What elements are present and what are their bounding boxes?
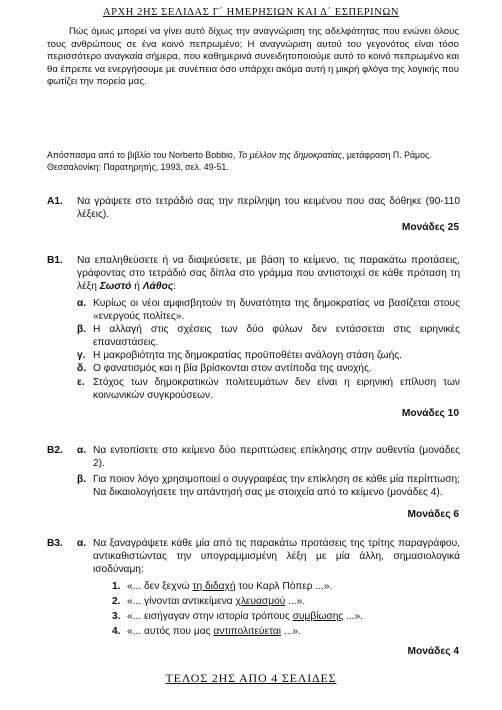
b3-item-underlined-word: αντιπολιτεύεται — [213, 626, 282, 637]
b3-item-number: 3. — [112, 611, 121, 622]
source-line-2: Θεσσαλονίκη: Παρατηρητής, 1993, σελ. 49-51. — [47, 161, 229, 172]
b1-item-letter: ε. — [77, 377, 85, 388]
question-b3-label: Β3. — [47, 538, 63, 549]
b1-text-before: Να επαληθεύσετε ή να διαψεύσετε, με βάση το κείμενο, τις παρακάτω προτάσεις, γράφοντας στο τετράδιό σας δίπλα στο γράμμα που αντιστοιχεί σε κάθε πρόταση τη λέξη — [77, 255, 460, 292]
b3-item-pre: «... αυτός που μας — [127, 626, 214, 637]
b1-word-correct: Σωστό — [99, 280, 132, 292]
b2-a-text: Να εντοπίσετε στο κείμενο δύο περιπτώσεις επίκλησης στην αυθεντία (μονάδες 2). — [93, 445, 460, 469]
page-header: ΑΡΧΗ 2ΗΣ ΣΕΛΙΔΑΣ Γ΄ ΗΜΕΡΗΣΙΩΝ ΚΑΙ Δ΄ ΕΣΠΕΡΙΝΩΝ — [102, 7, 400, 18]
b3-item-number: 2. — [112, 596, 121, 607]
b3-item-pre: «... εισήγαγαν στην ιστορία τρόπους — [127, 611, 293, 622]
b3-a-text: Να ξαναγράψετε κάθε μία από τις παρακάτω προτάσεις της τρίτης παραγράφου, αντικαθιστώντας την υπογραμμισμένη λέξη με μία άλλη, σημασιολογικά ισοδύναμη: — [93, 538, 460, 575]
passage-text: Πώς όμως μπορεί να γίνει αυτό δίχως την αναγνώριση της αδελφότητας που ενώνει όλους τους ανθρώπους σε ένα κοινό πεπρωμένο; Η αναγνώριση αυτού του γεγονότος είναι τόσο περισσότερο αναγκαία σήμερα, που καθημερινά συνειδητοποιούμε αυτό το κοινό πεπρωμένο και θα έπρεπε να ενεργήσουμε με συνέπεια όσο υπάρχει ακόμα αυτή η μικρή φλόγα της λογικής που φωτίζει την πορεία μας. — [47, 26, 459, 88]
b1-word-wrong: Λάθος — [142, 280, 174, 292]
b3-item-underlined-word: συμβίωσης — [292, 611, 344, 622]
question-a1-label: Α1. — [47, 196, 63, 207]
source-citation — [47, 150, 459, 173]
b3-item-number: 1. — [112, 581, 121, 592]
b3-item-post: ...». — [281, 626, 301, 637]
b3-item-number: 4. — [112, 626, 121, 637]
b3-item-pre: «... δεν ξεχνώ — [127, 581, 193, 592]
b3-item-text — [127, 596, 460, 609]
b3-item-text — [127, 626, 460, 639]
b1-text-end: : — [173, 280, 176, 292]
b2-b-letter: β. — [77, 474, 87, 485]
source-suffix: , μετάφραση Π. Ράμος. — [341, 150, 432, 160]
b1-item-text: Η μακροβιότητα της δημοκρατίας προϋποθέτει ανάλογη στάση ζωής. — [93, 350, 402, 361]
source-title: Το μέλλον της δημοκρατίας — [237, 150, 342, 160]
b1-item-letter: δ. — [77, 363, 87, 374]
b3-item-post: ...». — [285, 596, 306, 607]
b1-item-letter: γ. — [77, 350, 86, 361]
b3-item-text — [127, 611, 460, 624]
passage-paragraph — [47, 26, 459, 89]
question-b2-label: Β2. — [47, 445, 63, 456]
b3-a-letter: α. — [77, 538, 87, 549]
question-a1-text: Να γράψετε στο τετράδιό σας την περίληψη του κειμένου που σας δόθηκε (90-110 λέξεις). — [77, 196, 460, 220]
question-b3-marks: Μονάδες 4 — [407, 646, 459, 657]
b2-b-text: Για ποιον λόγο χρησιμοποιεί ο συγγραφέας την επίκληση σε κάθε μία περίπτωση; Να δικαιολογήσετε την απάντησή σας με στοιχεία από το κείμενο (μονάδες 4). — [93, 474, 460, 498]
source-prefix: Απόσπασμα από το βιβλίο του Norberto Bobbio, — [47, 150, 238, 160]
source-line-1 — [47, 150, 459, 162]
b3-item-underlined-word: χλευασμού — [235, 596, 286, 607]
question-b1-text — [77, 255, 460, 293]
question-b2-marks: Μονάδες 6 — [407, 509, 459, 520]
page-footer: ΤΕΛΟΣ 2ΗΣ ΑΠΟ 4 ΣΕΛΙΔΕΣ — [165, 671, 337, 685]
question-b1-label: Β1. — [47, 255, 63, 266]
b3-item-post: του Καρλ Πόπερ ...». — [235, 581, 333, 592]
b1-item-text: Στόχος των δημοκρατικών πολιτευμάτων δεν είναι η ειρηνική επίλυση των κοινωνικών συγκρούσεων. — [93, 377, 460, 401]
question-a1-marks: Μονάδες 25 — [401, 222, 459, 233]
b3-item-pre: «... γίνονται αντικείμενα — [127, 596, 236, 607]
b3-item-post: ...». — [343, 611, 364, 622]
b1-item-letter: β. — [77, 324, 87, 335]
question-b1-marks: Μονάδες 10 — [401, 408, 459, 419]
b1-text-middle: ή — [131, 280, 143, 292]
b1-item-text: Ο φανατισμός και η βία βρίσκονται στον αντίποδα της ανοχής. — [93, 363, 372, 374]
b3-item-underlined-word: τη διδαχή — [192, 581, 236, 592]
b2-a-letter: α. — [77, 445, 87, 456]
b1-item-letter: α. — [77, 298, 87, 309]
b3-item-text — [127, 581, 460, 594]
b1-item-text: Η αλλαγή στις σχέσεις των δύο φύλων δεν εντάσσεται στις ειρηνικές επαναστάσεις. — [93, 324, 460, 348]
b1-item-text: Κυρίως οι νέοι αμφισβητούν τη δυνατότητα της δημοκρατίας να βασίζεται στους «ενεργούς πολίτες». — [93, 298, 460, 322]
